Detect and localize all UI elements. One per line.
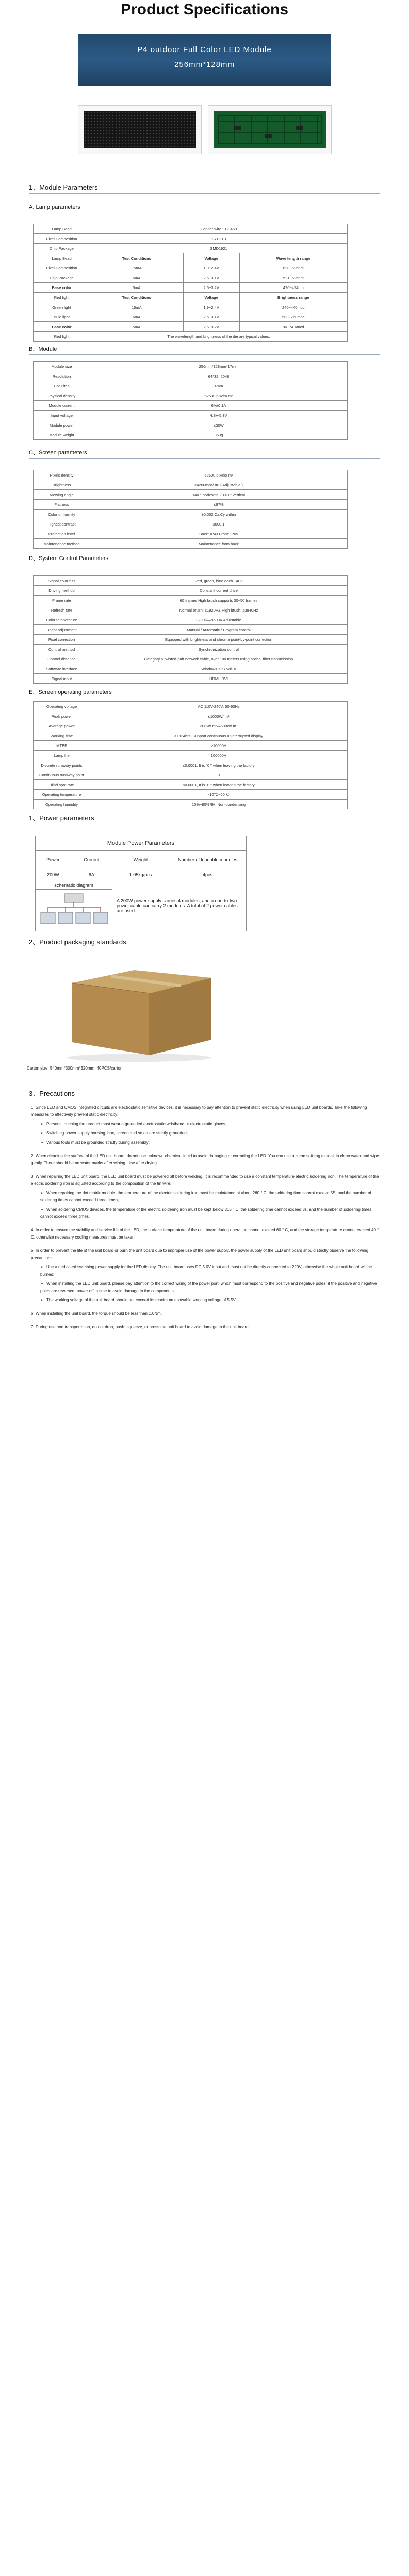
param-value: Red, green, blue each 14Bit [90, 576, 348, 586]
param-name: Continuous runaway point [34, 770, 90, 780]
table-row [34, 539, 348, 549]
param-name: Signal input [34, 674, 90, 684]
table-row [34, 401, 348, 411]
table-row [34, 362, 348, 371]
param-value: Manual / Automatic / Program control [90, 625, 348, 635]
param-value: ±0.002 Cx,Cy within [90, 510, 348, 519]
arrow-bullet-icon: ➢ [40, 1207, 44, 1212]
param-name: Pixel correction [34, 635, 90, 645]
param-name: Operating humidity [34, 800, 90, 809]
table-row [34, 529, 348, 539]
table-cell: The wavelength and brightness of the die are typical values. [90, 332, 348, 342]
table-row [34, 654, 348, 664]
screen-operating-table [33, 701, 348, 809]
precaution-text: 5. In order to prevent the life of the unit board or burn the unit board due to improper use of the power supply, the power supply of the LED unit board should strictly observe the following precautions: [31, 1248, 369, 1260]
table-row [34, 480, 348, 490]
table-cell: 15mA [90, 302, 184, 312]
param-name: Software interface [34, 664, 90, 674]
table-cell: 620~625nm [239, 263, 347, 273]
carton-size-caption: Carton size: 540mm*300mm*320mm, 40PCS/carton [27, 1066, 123, 1071]
table-row [34, 391, 348, 401]
precautions-list [31, 1104, 382, 1331]
param-name: Lamp life [34, 751, 90, 760]
precaution-item [31, 1247, 382, 1304]
precaution-text: 3. When repairing the LED unit board, the LED unit board must be powered off before welding. It is recommended to use a constant temperature electric soldering iron. The temperature of the electric soldering iron is adjusted according to the composition of the tin wire: [31, 1174, 379, 1186]
param-name: Bright adjustment [34, 625, 90, 635]
param-value: 6A±0.1A [90, 401, 348, 411]
page-title: Product Specifications [120, 1, 289, 18]
arrow-bullet-icon: ➢ [40, 1140, 44, 1145]
table-cell: Bule light [34, 312, 90, 322]
table-row [34, 711, 348, 721]
param-value: 100000H [90, 751, 348, 760]
precaution-text: 1. Since LED and CMOS integrated circuits are electrostatic sensitive devices, it is necessary to pay attention to prevent static electricity when using LED unit boards. Take the following measures to effectively prevent static electricity: [31, 1105, 367, 1117]
table-cell: Chip Package [34, 244, 90, 253]
power-table [35, 836, 247, 931]
param-value: ≤30W [90, 420, 348, 430]
table-cell: Lamp Bead [34, 253, 90, 263]
table-row [34, 664, 348, 674]
param-value: Windows XP /7/8/10 [90, 664, 348, 674]
param-value: 4mm [90, 381, 348, 391]
banner-product-name: P4 outdoor Full Color LED Module [137, 45, 272, 54]
table-cell: 521~525nm [239, 273, 347, 283]
table-row [34, 596, 348, 605]
table-cell: 200W [36, 869, 71, 880]
param-name: Working time [34, 731, 90, 741]
param-name: Discrete runaway points [34, 760, 90, 770]
table-row [34, 635, 348, 645]
arrow-bullet-icon: ➢ [40, 1131, 44, 1136]
table-row [34, 790, 348, 800]
precaution-subitem-text: Various tools must be grounded strictly during assembly; [46, 1140, 150, 1145]
power-description: A 200W power supply carries 4 modules, and a one-to-two power cable can carry 2 modules. A total of 2 power cables are used. [117, 898, 238, 913]
arrow-bullet-icon: ➢ [40, 1281, 44, 1286]
table-cell: 5mA [90, 322, 184, 332]
table-cell: 2.6~3.2V [183, 283, 239, 293]
table-row [34, 800, 348, 809]
precaution-item [31, 1104, 382, 1146]
table-cell: 86~74.6mcd [239, 322, 347, 332]
table-cell: Green light [34, 302, 90, 312]
param-value: ≤0.0001, It is "0 " when leaving the factory [90, 780, 348, 790]
param-name: Module current [34, 401, 90, 411]
table-row [34, 721, 348, 731]
param-value: Back: IP43 Front: IP65 [90, 529, 348, 539]
packaging-section [0, 937, 409, 948]
table-row [34, 780, 348, 790]
table-row [34, 674, 348, 684]
table-cell: 1R1G1B [90, 234, 348, 244]
param-value: 4.8V-5.3V [90, 411, 348, 420]
table-row [34, 490, 348, 500]
table-cell [36, 890, 112, 931]
param-value: 0 [90, 770, 348, 780]
table-cell: 2.5~3.1V [183, 312, 239, 322]
param-value: Synchronization control [90, 645, 348, 654]
table-row [34, 586, 348, 596]
table-row [34, 702, 348, 711]
module-parameters-section [0, 182, 409, 212]
table-cell: 1.05kg/pcs [112, 869, 169, 880]
param-name: Flatness [34, 500, 90, 510]
table-row [34, 576, 348, 586]
param-name: Module power [34, 420, 90, 430]
subsection-heading: D、System Control Parameters [29, 555, 109, 562]
table-cell: 580~760mcd [239, 312, 347, 322]
param-name: Frame rate [34, 596, 90, 605]
table-cell: Brightness range [239, 293, 347, 302]
table-cell: Test Conditions [90, 293, 184, 302]
table-cell: Voltage [183, 253, 239, 263]
table-row [34, 500, 348, 510]
arrow-bullet-icon: ➢ [40, 1122, 44, 1126]
table-cell: Lamp Bead [34, 224, 90, 234]
table-row [34, 605, 348, 615]
precaution-subitem-text: When repairing the dot matrix module, the temperature of the electric soldering iron must be maintained at about 260 ° C, the soldering time cannot exceed 5S, and the number of soldering times cannot exceed three times; [40, 1191, 371, 1202]
table-cell: schematic diagram [36, 880, 112, 890]
param-name: Highest contrast [34, 519, 90, 529]
power-schematic-diagram [38, 892, 110, 928]
subsection-heading: C、Screen parameters [29, 450, 87, 456]
table-row [34, 371, 348, 381]
param-name: Brightness [34, 480, 90, 490]
product-photos [0, 105, 409, 154]
banner-module-size: 256mm*128mm [174, 60, 235, 69]
param-name: Signal color bits [34, 576, 90, 586]
table-cell: 6mA [90, 273, 184, 283]
param-value: Constant current drive [90, 586, 348, 596]
subsection-heading: B、Module [29, 346, 57, 352]
precaution-subitem-text: Persons touching the product must wear a grounded electrostatic wristband or electrostatic gloves; [46, 1122, 227, 1126]
precaution-text: 7. During use and transportation, do not drop, push, squeeze, or press the unit board to avoid damage to the unit board. [31, 1325, 250, 1329]
param-name: Protection level [34, 529, 90, 539]
param-value: Equipped with brightness and chroma point-by-point correction [90, 635, 348, 645]
precaution-subitem-text: The working voltage of the unit board should not exceed its maximum allowable working voltage of 5.5V; [46, 1298, 237, 1302]
table-row [34, 615, 348, 625]
param-name: Average power [34, 721, 90, 731]
lamp-parameters-table [33, 224, 348, 342]
table-row [34, 751, 348, 760]
param-value: ≥7×24hrs. Support continuous uninterrupted display [90, 731, 348, 741]
section-heading: 1、Power parameters [29, 814, 94, 822]
precaution-subitem-text: Use a dedicated switching power supply for the LED display. The unit board uses DC 5.0V input and must not be directly connected to 220V, otherwise the whole unit board will be burned; [40, 1265, 372, 1277]
param-name: Maintenance method [34, 539, 90, 549]
table-cell: Red light [34, 332, 90, 342]
param-value: 62500 pixels/ m² [90, 391, 348, 401]
precaution-subitem-text: Switching power supply housing, box, screen and so on are strictly grounded; [46, 1131, 188, 1136]
subsection-heading: A. Lamp parameters [29, 204, 80, 210]
precaution-subitem-text: When soldering CMOS devices, the temperature of the electric soldering iron must be kept below 315 ° C, the soldering time cannot exceed 3s, and the number of soldering times cannot exceed three times. [40, 1207, 372, 1219]
precaution-subitem [40, 1206, 382, 1221]
table-cell: Voltage [183, 293, 239, 302]
table-cell: Test Conditions [90, 253, 184, 263]
precaution-subitem [40, 1297, 382, 1304]
table-cell: 1.9~2.4V [183, 263, 239, 273]
precaution-text: 2. When cleaning the surface of the LED unit board, do not use unknown chemical liquid to avoid damaging or corroding the LED. You can use a clean soft rag to soak in clean water and wipe gently. There should be no water marks after wiping. Use after drying. [31, 1154, 379, 1165]
param-name: Viewing angle [34, 490, 90, 500]
arrow-bullet-icon: ➢ [40, 1298, 44, 1302]
table-cell: Power [36, 851, 71, 869]
table-cell: Number of loadable modules [169, 851, 247, 869]
table-cell: Chip Package [34, 273, 90, 283]
table-row [34, 770, 348, 780]
param-name: Color temperature [34, 615, 90, 625]
param-value: 140 ° horizontal / 140 ° vertical [90, 490, 348, 500]
table-row [34, 741, 348, 751]
table-row [34, 381, 348, 391]
param-value: 64*32=2048 [90, 371, 348, 381]
table-cell: Base color [34, 322, 90, 332]
table-cell: 1.9~2.4V [183, 302, 239, 312]
param-value: HDMI, DVI [90, 674, 348, 684]
table-cell: 2.6~3.2V [183, 322, 239, 332]
precaution-item [31, 1324, 382, 1331]
screen-parameters-table [33, 470, 348, 549]
param-name: Color uniformity [34, 510, 90, 519]
table-cell: Pixel Composition [34, 234, 90, 244]
precaution-item [31, 1310, 382, 1317]
table-cell: Current [71, 851, 112, 869]
arrow-bullet-icon: ➢ [40, 1191, 44, 1195]
param-name: Pixels density [34, 470, 90, 480]
precaution-subitem [40, 1121, 382, 1128]
param-value: Normal brush: ≤1920HZ High brush: ≥3840Hz [90, 605, 348, 615]
precaution-subitem-text: When installing the LED unit board, please pay attention to the correct wiring of the power port, which must correspond to the positive and negative poles; if the positive and negative poles are reversed, power off in time to avoid damage to the components; [40, 1281, 377, 1293]
table-cell: 2.5~3.1V [183, 273, 239, 283]
table-row [34, 411, 348, 420]
param-name: MTBF [34, 741, 90, 751]
power-table-title: Module Power Parameters [36, 836, 247, 851]
table-cell: 4pcs [169, 869, 247, 880]
table-cell [112, 880, 247, 931]
param-value: 60 frames High brush supports 30~50 frames [90, 596, 348, 605]
table-row [34, 519, 348, 529]
param-name: Module size [34, 362, 90, 371]
subsection-heading: E、Screen operating parameters [29, 689, 112, 696]
module-back-photo [208, 105, 332, 154]
precaution-text: 6. When installing the unit board, the torque should be less than 1.0Nm. [31, 1311, 162, 1316]
param-name: Driving method [34, 586, 90, 596]
param-name: Refresh rate [34, 605, 90, 615]
table-cell: 15mA [90, 263, 184, 273]
param-value: 3000:1 [90, 519, 348, 529]
table-row [34, 430, 348, 440]
param-value: 3200K—9500K Adjustable [90, 615, 348, 625]
param-name: Control method [34, 645, 90, 654]
param-name: Operating temperature [34, 790, 90, 800]
precaution-subitem [40, 1264, 382, 1278]
precaution-item [31, 1227, 382, 1241]
table-cell: Base color [34, 283, 90, 293]
table-cell: Weight [112, 851, 169, 869]
table-row [34, 420, 348, 430]
param-name: Dot Pitch [34, 381, 90, 391]
table-row [34, 760, 348, 770]
param-name: Input voltage [34, 411, 90, 420]
precaution-subitem [40, 1280, 382, 1295]
precaution-subitem [40, 1139, 382, 1146]
param-value: ≤97% [90, 500, 348, 510]
table-cell: 6mA [90, 312, 184, 322]
param-name: Resolution [34, 371, 90, 381]
precaution-item [31, 1153, 382, 1167]
param-name: Module weight [34, 430, 90, 440]
precaution-item [31, 1173, 382, 1221]
section-heading: 1、Module Parameters [29, 183, 98, 191]
product-banner [78, 34, 331, 86]
param-value: AC 110V-240V; 50-60Hz [90, 702, 348, 711]
module-front-photo [78, 105, 202, 154]
arrow-bullet-icon: ➢ [40, 1265, 44, 1269]
param-name: Control distance [34, 654, 90, 664]
table-cell: Wave length range [239, 253, 347, 263]
section-heading: 3、Precautions [29, 1090, 75, 1097]
table-cell: Pixel Composition [34, 263, 90, 273]
param-name: Peak power [34, 711, 90, 721]
module-table [33, 361, 348, 440]
table-cell: 5mA [90, 283, 184, 293]
table-cell: 470~474nm [239, 283, 347, 293]
precaution-text: 4. In order to ensure the stability and service life of the LED, the surface temperature of the unit board during operation cannot exceed 60 ° C, and the storage temperature cannot exceed 40 ° C, otherwise necessary cooling measures must be taken; [31, 1228, 379, 1240]
table-cell: 6A [71, 869, 112, 880]
param-value: 62500 pixels/ m² [90, 470, 348, 480]
table-row [34, 510, 348, 519]
table-row [34, 645, 348, 654]
table-row [34, 625, 348, 635]
param-name: Operating voltage [34, 702, 90, 711]
param-value: ≤0.0001, It is "0 " when leaving the factory [90, 760, 348, 770]
table-row [34, 470, 348, 480]
table-cell: Red light [34, 293, 90, 302]
precaution-subitem [40, 1130, 382, 1137]
system-control-table [33, 575, 348, 684]
param-value: ≥10000H [90, 741, 348, 751]
param-value: ≥4200mcd/ m² ( Adjustable ) [90, 480, 348, 490]
section-heading: 2、Product packaging standards [29, 938, 126, 946]
precaution-subitem [40, 1190, 382, 1204]
param-value: Maintenance from back [90, 539, 348, 549]
table-row [34, 731, 348, 741]
param-value: Category 5 twisted-pair network cable, over 100 meters using optical fiber transmission [90, 654, 348, 664]
param-name: Blind spot rate [34, 780, 90, 790]
param-value: -10℃~60℃ [90, 790, 348, 800]
param-value: 256mm*128mm*17mm [90, 362, 348, 371]
power-parameters-section [0, 812, 409, 824]
param-value: 369g [90, 430, 348, 440]
param-value: ≤1000W/ m² [90, 711, 348, 721]
table-cell: 240~440mcd [239, 302, 347, 312]
param-value: 10%~90%RH, Non-condensing [90, 800, 348, 809]
param-name: Physical density [34, 391, 90, 401]
param-value: 300W/ m²—680W/ m² [90, 721, 348, 731]
precautions-section [0, 1088, 409, 1098]
table-cell: Copper wire：BS469 [90, 224, 348, 234]
carton-image [62, 955, 217, 1063]
table-cell: SMD1921 [90, 244, 348, 253]
